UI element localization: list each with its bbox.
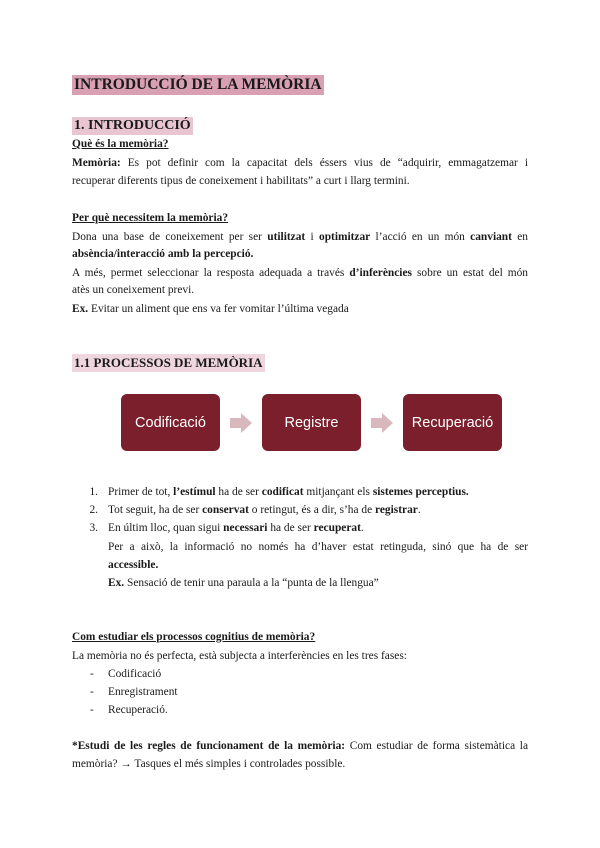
item2-part-0: Tot seguit, ha de ser [108, 504, 203, 516]
flow-box-codificacio: Codificació [121, 394, 220, 451]
item1-part-0: Primer de tot, [108, 486, 174, 498]
item3-recuperat: recuperat [313, 522, 361, 534]
item3-example [108, 574, 379, 592]
document-title: INTRODUCCIÓ DE LA MEMÒRIA [74, 76, 322, 93]
list-number-1: 1. [89, 486, 98, 498]
p2-text-a: A més, permet seleccionar la resposta adequada a través [72, 267, 350, 279]
section-heading-processos: 1.1 PROCESSOS DE MEMÒRIA [74, 355, 263, 370]
list-item-2 [108, 501, 421, 519]
p2-text-c: sobre un estat del món [411, 267, 529, 279]
definition-line-1 [72, 154, 528, 172]
example-text: Evitar un aliment que ens va fer vomitar l’última vegada [88, 303, 349, 315]
study-note-text-1: Com estudiar de forma sistemàtica la [345, 740, 529, 752]
item2-part-4: . [417, 504, 421, 516]
item1-estimul: l’estímul [173, 486, 216, 498]
bullet-dash-2: - [90, 686, 94, 698]
bullet-item-2: Enregistrament [108, 686, 178, 698]
paragraph-2-line-2: atès un coneixement previ. [72, 284, 195, 296]
p1-text-e: l’acció en un món [370, 231, 471, 243]
item2-registrar: registrar [375, 504, 418, 516]
p1-optimitzar: optimitzar [319, 231, 371, 243]
item3-detail-line-2: accessible. [108, 559, 159, 571]
flow-arrow-icon-2 [371, 413, 393, 433]
p1-utilitzat: utilitzat [267, 231, 306, 243]
item3-part-4: . [360, 522, 364, 534]
item3-example-text: Sensació de tenir una paraula a la “punta de la llengua” [124, 577, 379, 589]
definition-label: Memòria: [72, 157, 121, 169]
p1-canviant: canviant [470, 231, 512, 243]
p1-text-c: i [305, 231, 319, 243]
item1-part-2: ha de ser [215, 486, 262, 498]
study-note-line-2: memòria? → Tasques el més simples i controlades possible. [72, 758, 346, 770]
item1-codificat: codificat [261, 486, 304, 498]
study-note-label: *Estudi de les regles de funcionament de la memòria: [72, 740, 346, 752]
paragraph-2-line-1 [72, 264, 528, 282]
item1-part-4: mitjançant els [303, 486, 373, 498]
flow-box-recuperacio: Recuperació [403, 394, 502, 451]
bullet-item-3: Recuperació. [108, 704, 168, 716]
paragraph-1-line-1 [72, 228, 528, 246]
p2-inferencies: d’inferències [349, 267, 412, 279]
item3-necessari: necessari [223, 522, 268, 534]
flow-box-registre: Registre [262, 394, 361, 451]
p1-text-a: Dona una base de coneixement per ser [72, 231, 268, 243]
example-line [72, 300, 349, 318]
list-number-3: 3. [89, 522, 98, 534]
item2-conservat: conservat [202, 504, 249, 516]
list-item-3 [108, 519, 364, 537]
item3-example-label: Ex. [108, 577, 125, 589]
section-heading-introduccio: 1. INTRODUCCIÓ [74, 118, 191, 133]
flow-arrow-icon-1 [230, 413, 252, 433]
question-how-to-study: Com estudiar els processos cognitius de memòria? [72, 631, 316, 643]
bullet-item-1: Codificació [108, 668, 162, 680]
study-note-line-1 [72, 737, 528, 755]
question-what-is-memory: Què és la memòria? [72, 138, 169, 150]
definition-text-1: Es pot definir com la capacitat dels éssers vius de “adquirir, emmagatzemar i [127, 157, 528, 169]
list-number-2: 2. [89, 504, 98, 516]
item1-sistemes: sistemes perceptius. [372, 486, 469, 498]
list-item-1 [108, 483, 469, 501]
item2-part-2: o retingut, és a dir, s’ha de [248, 504, 376, 516]
bullet-dash-3: - [90, 704, 94, 716]
bullet-dash-1: - [90, 668, 94, 680]
question-why-memory: Per què necessitem la memòria? [72, 212, 229, 224]
item3-part-2: ha de ser [267, 522, 314, 534]
definition-line-2: recuperar diferents tipus de coneixement i habilitats” a curt i llarg termini. [72, 175, 410, 187]
study-intro: La memòria no és perfecta, està subjecta a interferències en les tres fases: [72, 650, 407, 662]
paragraph-1-line-2: absència/interacció amb la percepció. [72, 248, 254, 260]
example-label: Ex. [72, 303, 89, 315]
p1-text-g: en [511, 231, 528, 243]
item3-part-0: En últim lloc, quan sigui [108, 522, 224, 534]
item3-detail-line-1: Per a això, la informació no només ha d’haver estat retinguda, sinó que ha de ser [108, 541, 528, 553]
